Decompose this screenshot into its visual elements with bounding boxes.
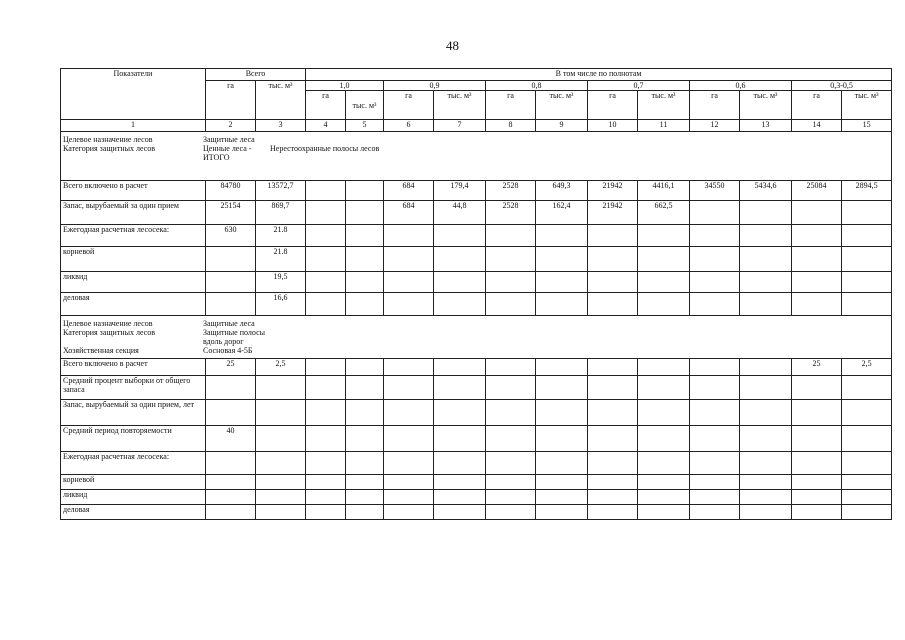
table-cell (486, 505, 536, 520)
table-cell (842, 505, 892, 520)
table-cell (740, 293, 792, 316)
table-cell (740, 272, 792, 293)
table-cell (346, 359, 384, 376)
table-cell (638, 475, 690, 490)
table-cell (842, 426, 892, 452)
table-cell (346, 272, 384, 293)
table-cell (206, 475, 256, 490)
table-cell (434, 272, 486, 293)
table-cell (842, 475, 892, 490)
table-cell: 2894,5 (842, 181, 892, 201)
table-cell (434, 376, 486, 400)
table-cell (256, 475, 306, 490)
info-key (63, 153, 203, 162)
table-cell (434, 505, 486, 520)
row-label: Запас, вырубаемый за один прием (61, 201, 206, 225)
info-value-extra (270, 153, 889, 162)
table-row (61, 490, 892, 505)
table-cell (792, 475, 842, 490)
table-cell: 162,4 (536, 201, 588, 225)
table-row (61, 181, 892, 201)
table-cell (536, 490, 588, 505)
table-cell (434, 359, 486, 376)
table-cell (486, 225, 536, 247)
table-cell: 684 (384, 201, 434, 225)
section-info-line (63, 319, 889, 328)
table-cell (842, 272, 892, 293)
table-cell (690, 247, 740, 272)
info-value-extra (270, 328, 889, 346)
table-cell: 5434,6 (740, 181, 792, 201)
table-cell: 13572,7 (256, 181, 306, 201)
header-ha: га (792, 91, 842, 120)
row-label: ликвид (61, 490, 206, 505)
table-cell (206, 293, 256, 316)
table-cell: 40 (206, 426, 256, 452)
header-ha: га (588, 91, 638, 120)
table-cell (638, 359, 690, 376)
table-cell (588, 490, 638, 505)
table-cell: 21.8 (256, 247, 306, 272)
table-cell (346, 400, 384, 426)
table-cell (256, 490, 306, 505)
table-cell (690, 201, 740, 225)
table-cell (486, 426, 536, 452)
table-cell (842, 490, 892, 505)
table-cell (842, 376, 892, 400)
table-cell (740, 452, 792, 475)
table-cell (842, 293, 892, 316)
table-cell (206, 505, 256, 520)
table-cell (434, 225, 486, 247)
header-total-volume: тыс. м³ (256, 81, 306, 120)
table-cell (536, 225, 588, 247)
table-row (61, 400, 892, 426)
table-cell (792, 452, 842, 475)
table-cell (486, 400, 536, 426)
table-cell: 34550 (690, 181, 740, 201)
table-cell (792, 490, 842, 505)
table-cell (638, 505, 690, 520)
table-cell: 19,5 (256, 272, 306, 293)
table-cell (306, 181, 346, 201)
column-number: 5 (346, 120, 384, 132)
table-cell (206, 452, 256, 475)
table-row (61, 475, 892, 490)
table-cell: 2528 (486, 181, 536, 201)
table-cell (434, 426, 486, 452)
info-key: Категория защитных лесов (63, 328, 156, 337)
column-number: 4 (306, 120, 346, 132)
table-cell (842, 225, 892, 247)
section-info-line (63, 328, 889, 346)
table-cell (536, 376, 588, 400)
table-row (61, 452, 892, 475)
table-cell (690, 475, 740, 490)
row-label: Ежегодная расчетная лесосека: (61, 452, 206, 475)
table-row (61, 376, 892, 400)
header-density-3: 0,8 (486, 81, 588, 91)
info-value: Ценные леса - (203, 144, 252, 153)
table-cell: 630 (206, 225, 256, 247)
table-cell (638, 225, 690, 247)
table-cell (740, 490, 792, 505)
row-label: Запас, вырубаемый за один прием, лет (61, 400, 206, 426)
table-cell (486, 272, 536, 293)
table-cell (256, 505, 306, 520)
table-cell (638, 272, 690, 293)
info-value: Защитные леса (203, 319, 255, 328)
header-volume: тыс. м³ (536, 91, 588, 120)
table-cell (740, 225, 792, 247)
table-cell (256, 400, 306, 426)
table-cell (346, 490, 384, 505)
table-cell (842, 452, 892, 475)
table-cell: 649,3 (536, 181, 588, 201)
table-cell: 2,5 (842, 359, 892, 376)
table-cell (306, 359, 346, 376)
table-cell (346, 225, 384, 247)
table-cell (536, 475, 588, 490)
table-cell (690, 490, 740, 505)
info-value-extra: Нерестоохранные полосы лесов (270, 144, 380, 153)
table-cell (346, 426, 384, 452)
info-key: Хозяйственная секция (63, 346, 139, 355)
table-cell: 2,5 (256, 359, 306, 376)
table-cell (588, 293, 638, 316)
table-cell (792, 376, 842, 400)
table-cell (588, 225, 638, 247)
table-cell (384, 400, 434, 426)
table-cell (690, 452, 740, 475)
table-cell (536, 247, 588, 272)
allowable-cut-table (60, 68, 892, 520)
table-cell (792, 225, 842, 247)
column-number: 7 (434, 120, 486, 132)
table-cell: 25084 (792, 181, 842, 201)
table-cell (588, 247, 638, 272)
header-total: Всего (206, 69, 306, 81)
table-cell: 21942 (588, 181, 638, 201)
table-cell (638, 376, 690, 400)
table-cell (434, 490, 486, 505)
row-label: корневой (61, 475, 206, 490)
table-cell: 662,5 (638, 201, 690, 225)
row-label: Средний процент выборки от общего запаса (61, 376, 206, 400)
table-cell (638, 490, 690, 505)
section-info (61, 316, 892, 359)
row-label: Средний период повторяемости (61, 426, 206, 452)
table-cell (384, 247, 434, 272)
info-value-extra (270, 135, 889, 144)
section-info (61, 132, 892, 181)
table-cell (690, 400, 740, 426)
header-density-4: 0,7 (588, 81, 690, 91)
table-cell (306, 490, 346, 505)
table-cell (740, 426, 792, 452)
section-info-line (63, 346, 889, 355)
info-key: Категория защитных лесов (63, 144, 156, 153)
table-cell (346, 376, 384, 400)
table-cell (384, 293, 434, 316)
table-cell (384, 475, 434, 490)
table-cell (588, 359, 638, 376)
table-cell (384, 490, 434, 505)
info-key: Целевое назначение лесов (63, 319, 153, 328)
table-cell (346, 201, 384, 225)
table-cell (434, 452, 486, 475)
table-cell: 16,6 (256, 293, 306, 316)
table-cell: 21.8 (256, 225, 306, 247)
table-cell (256, 376, 306, 400)
column-number: 14 (792, 120, 842, 132)
table-cell (306, 225, 346, 247)
header-density-1: 1,0 (306, 81, 384, 91)
table-cell (638, 452, 690, 475)
table-cell (842, 201, 892, 225)
table-cell (638, 247, 690, 272)
table-cell (792, 505, 842, 520)
table-cell (306, 505, 346, 520)
column-number: 2 (206, 120, 256, 132)
table-cell (306, 475, 346, 490)
info-key: Целевое назначение лесов (63, 135, 153, 144)
row-label: Всего включено в расчет (61, 359, 206, 376)
table-cell (486, 376, 536, 400)
table-cell (306, 293, 346, 316)
table-cell (638, 426, 690, 452)
table-cell (588, 426, 638, 452)
header-volume: тыс. м³ (740, 91, 792, 120)
table-cell (588, 376, 638, 400)
table-cell (740, 475, 792, 490)
table-cell (306, 452, 346, 475)
table-cell (384, 505, 434, 520)
table-cell (792, 400, 842, 426)
table-cell (536, 293, 588, 316)
table-cell (206, 247, 256, 272)
table-cell (486, 293, 536, 316)
table-row (61, 201, 892, 225)
table-cell (434, 475, 486, 490)
header-ha: га (690, 91, 740, 120)
table-cell (690, 293, 740, 316)
table-cell (256, 426, 306, 452)
table-cell (206, 400, 256, 426)
table-cell (434, 247, 486, 272)
page-number: 48 (446, 38, 459, 53)
table-cell (792, 426, 842, 452)
info-value: Защитные леса (203, 135, 255, 144)
header-ha: га (384, 91, 434, 120)
column-number: 10 (588, 120, 638, 132)
info-value: Сосновая 4-5Б (203, 346, 253, 355)
table-cell (306, 400, 346, 426)
header-by-density: В том числе по полнотам (306, 69, 892, 81)
header-indicators: Показатели (61, 69, 206, 120)
table-cell (690, 272, 740, 293)
table-cell (792, 201, 842, 225)
table-cell (346, 475, 384, 490)
table-cell (690, 225, 740, 247)
table-cell: 21942 (588, 201, 638, 225)
table-row (61, 359, 892, 376)
info-value-extra (270, 346, 889, 355)
table-row (61, 225, 892, 247)
table-cell: 25 (792, 359, 842, 376)
table-cell (346, 505, 384, 520)
table-cell (486, 475, 536, 490)
table-cell (638, 293, 690, 316)
table-cell (434, 293, 486, 316)
table-cell (690, 505, 740, 520)
section-info-line (63, 135, 889, 144)
column-number: 6 (384, 120, 434, 132)
table-cell: 84780 (206, 181, 256, 201)
table-cell (256, 452, 306, 475)
table-cell: 44,8 (434, 201, 486, 225)
table-row (61, 293, 892, 316)
row-label: деловая (61, 293, 206, 316)
table-cell (588, 400, 638, 426)
column-number: 3 (256, 120, 306, 132)
header-volume: тыс. м³ (434, 91, 486, 120)
table-cell (690, 359, 740, 376)
row-label: Всего включено в расчет (61, 181, 206, 201)
table-row (61, 272, 892, 293)
table-cell (486, 452, 536, 475)
table-cell (384, 426, 434, 452)
table-cell (536, 359, 588, 376)
table-cell (842, 400, 892, 426)
table-cell (306, 247, 346, 272)
table-cell (690, 426, 740, 452)
table-cell (588, 505, 638, 520)
table-cell (740, 247, 792, 272)
table-cell: 179,4 (434, 181, 486, 201)
row-label: корневой (61, 247, 206, 272)
column-number: 1 (61, 120, 206, 132)
header-volume: тыс. м³ (346, 91, 384, 120)
column-number: 11 (638, 120, 690, 132)
table-cell (306, 201, 346, 225)
table-cell (588, 452, 638, 475)
table-cell (740, 359, 792, 376)
table-cell (206, 376, 256, 400)
column-number: 9 (536, 120, 588, 132)
table-cell (588, 272, 638, 293)
table-cell (792, 272, 842, 293)
info-value-extra (270, 319, 889, 328)
header-ha: га (486, 91, 536, 120)
section-info-line (63, 144, 889, 153)
table-cell (346, 247, 384, 272)
table-cell (690, 376, 740, 400)
table-cell (306, 426, 346, 452)
column-number: 15 (842, 120, 892, 132)
table-cell (792, 293, 842, 316)
table-cell (384, 376, 434, 400)
column-number: 12 (690, 120, 740, 132)
table-cell (206, 272, 256, 293)
header-volume: тыс. м³ (638, 91, 690, 120)
column-number: 13 (740, 120, 792, 132)
table-cell (740, 505, 792, 520)
table-cell (346, 293, 384, 316)
header-density-2: 0,9 (384, 81, 486, 91)
table-cell (486, 359, 536, 376)
table-cell: 4416,1 (638, 181, 690, 201)
header-total-ha: га (206, 81, 256, 120)
table-cell (536, 505, 588, 520)
table-row (61, 505, 892, 520)
header-ha: га (306, 91, 346, 120)
table-cell (346, 452, 384, 475)
table-cell (384, 272, 434, 293)
section-info-line (63, 153, 889, 162)
table-cell (536, 272, 588, 293)
table-cell (486, 490, 536, 505)
table-row (61, 247, 892, 272)
table-cell (536, 426, 588, 452)
header-density-5: 0,6 (690, 81, 792, 91)
table-cell: 25 (206, 359, 256, 376)
table-cell: 684 (384, 181, 434, 201)
row-label: ликвид (61, 272, 206, 293)
table-cell (486, 247, 536, 272)
row-label: Ежегодная расчетная лесосека: (61, 225, 206, 247)
table-cell: 869,7 (256, 201, 306, 225)
table-cell (206, 490, 256, 505)
header-density-6: 0,3-0,5 (792, 81, 892, 91)
table-cell (384, 452, 434, 475)
table-cell (740, 376, 792, 400)
table-cell (792, 247, 842, 272)
table-cell (588, 475, 638, 490)
table-cell (346, 181, 384, 201)
table-cell: 25154 (206, 201, 256, 225)
table-cell (740, 400, 792, 426)
table-cell (384, 359, 434, 376)
table-cell (740, 201, 792, 225)
table-row (61, 426, 892, 452)
column-number: 8 (486, 120, 536, 132)
table-cell (842, 247, 892, 272)
table-cell (434, 400, 486, 426)
table-cell (306, 376, 346, 400)
info-value: ИТОГО (203, 153, 230, 162)
table-cell (536, 452, 588, 475)
row-label: деловая (61, 505, 206, 520)
table-cell: 2528 (486, 201, 536, 225)
table-cell (306, 272, 346, 293)
table-cell (638, 400, 690, 426)
info-value: Защитные полосы вдоль дорог (203, 328, 265, 346)
table-cell (384, 225, 434, 247)
header-volume: тыс. м³ (842, 91, 892, 120)
table-cell (536, 400, 588, 426)
